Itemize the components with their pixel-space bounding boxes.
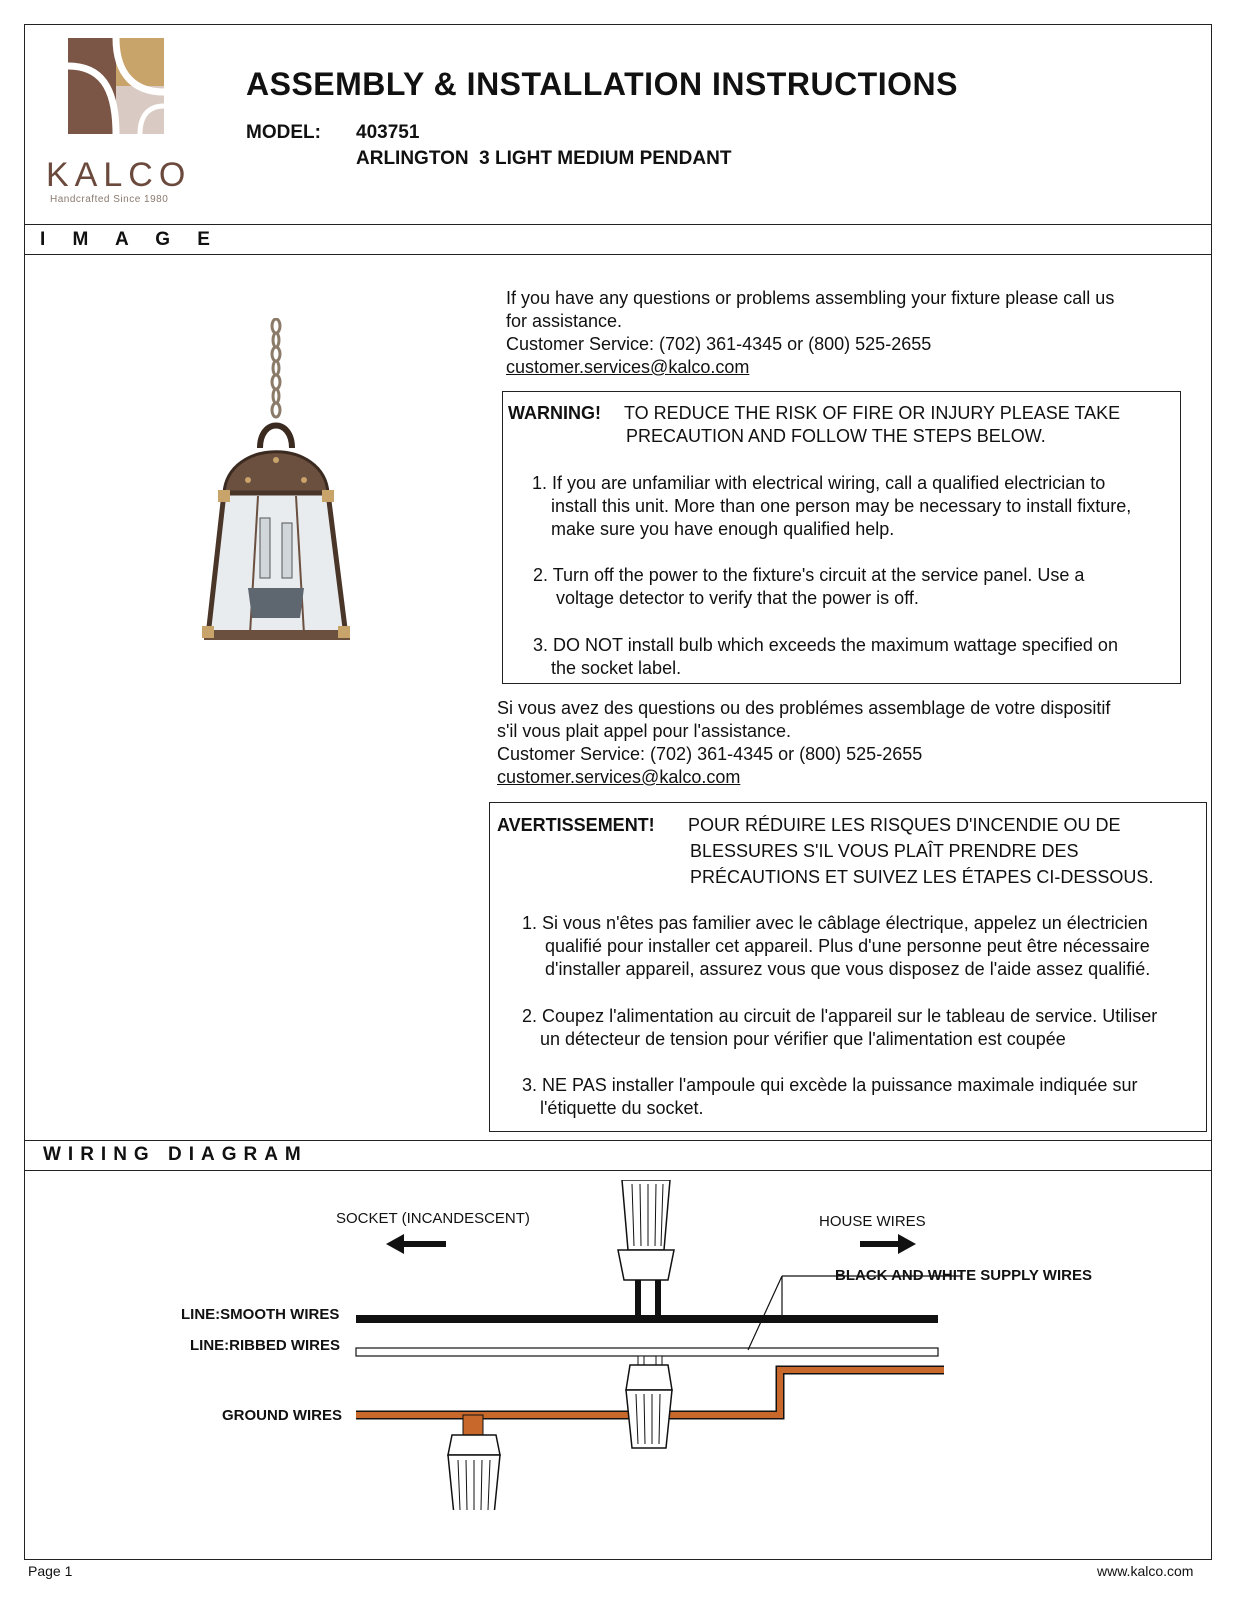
english-intro: [506, 287, 1114, 379]
ground-wires-label: GROUND WIRES: [222, 1407, 342, 1424]
model-label: MODEL:: [246, 122, 321, 143]
french-warning-line2: BLESSURES S'IL VOUS PLAÎT PRENDRE DES: [690, 841, 1079, 861]
header-divider: [24, 224, 1212, 225]
step-text: DO NOT install bulb which exceeds the maximum wattage specified on: [553, 635, 1118, 655]
english-warning-line1: TO REDUCE THE RISK OF FIRE OR INJURY PLEASE TAKE: [624, 403, 1121, 423]
kalco-logo-mark: [40, 36, 200, 146]
supply-pointer: [748, 1276, 962, 1350]
french-step-2: [522, 1005, 1157, 1028]
step-number: 1.: [522, 913, 538, 933]
english-email-link[interactable]: customer.services@kalco.com: [506, 357, 750, 377]
page-number: Page 1: [28, 1563, 73, 1579]
model-number: 403751: [356, 122, 420, 143]
wiring-divider: [24, 1170, 1212, 1171]
smooth-wires-label: LINE:SMOOTH WIRES: [181, 1306, 340, 1323]
french-warning-line1: POUR RÉDUIRE LES RISQUES D'INCENDIE OU DE: [688, 815, 1121, 835]
french-intro-line2: s'il vous plait appel pour l'assistance.: [497, 721, 792, 741]
english-intro-line2: for assistance.: [506, 311, 623, 331]
house-arrow-icon: [860, 1234, 916, 1254]
socket-label: SOCKET (INCANDESCENT): [336, 1210, 530, 1227]
english-step-1-line3: make sure you have enough qualified help.: [551, 519, 895, 539]
step-text: If you are unfamiliar with electrical wiring, call a qualified electrician to: [552, 473, 1106, 493]
wire-nut-middle-icon: [626, 1365, 672, 1448]
english-step-2-line2: voltage detector to verify that the power is off.: [556, 588, 919, 608]
english-step-3: [533, 634, 1118, 657]
step-text: NE PAS installer l'ampoule qui excède la puissance maximale indiquée sur: [542, 1075, 1138, 1095]
page-title: ASSEMBLY & INSTALLATION INSTRUCTIONS: [246, 66, 958, 102]
english-warning-title: [508, 402, 601, 425]
supply-wires-label: BLACK AND WHITE SUPPLY WIRES: [835, 1267, 1092, 1284]
french-intro-line1: Si vous avez des questions ou des problémes assemblage de votre dispositif: [497, 698, 1111, 718]
english-warning-label: WARNING!: [508, 403, 601, 423]
english-intro-line1: If you have any questions or problems assembling your fixture please call us: [506, 288, 1115, 308]
step-number: 2.: [522, 1006, 538, 1026]
french-warning-label: AVERTISSEMENT!: [497, 815, 655, 835]
step-number: 1.: [532, 473, 548, 493]
french-step-3-line2: l'étiquette du socket.: [540, 1098, 704, 1118]
image-divider: [24, 254, 1212, 255]
french-step-2-line2: un détecteur de tension pour vérifier que l'alimentation est coupée: [540, 1029, 1066, 1049]
wiring-section-label: WIRING DIAGRAM: [43, 1144, 308, 1165]
logo-tagline: Handcrafted Since 1980: [50, 194, 169, 205]
french-step-1-line3: d'installer appareil, assurez vous que vous disposez de l'aide assez qualifié.: [545, 959, 1151, 979]
kalco-logo: [40, 36, 200, 208]
english-step-2: [533, 564, 1084, 587]
english-warning-line2: PRECAUTION AND FOLLOW THE STEPS BELOW.: [626, 426, 1046, 446]
english-step-3-line2: the socket label.: [551, 658, 682, 678]
step-text: Turn off the power to the fixture's circuit at the service panel. Use a: [552, 565, 1085, 585]
ribbed-wires-label: LINE:RIBBED WIRES: [190, 1337, 340, 1354]
english-step-1: [532, 472, 1105, 495]
french-warning-title: [497, 814, 655, 837]
step-text: Coupez l'alimentation au circuit de l'appareil sur le tableau de service. Utiliser: [542, 1006, 1158, 1026]
english-phone: Customer Service: (702) 361-4345 or (800) 525-2655: [506, 334, 932, 354]
logo-text: KALCO: [46, 156, 192, 194]
french-step-3: [522, 1074, 1137, 1097]
black-wire-house: [660, 1315, 938, 1323]
french-warning-line3: PRÉCAUTIONS ET SUIVEZ LES ÉTAPES CI-DESSOUS.: [690, 867, 1154, 887]
step-number: 2.: [533, 565, 549, 585]
website-link[interactable]: www.kalco.com: [1097, 1563, 1194, 1579]
step-text: Si vous n'êtes pas familier avec le câblage électrique, appelez un électricien: [542, 913, 1148, 933]
step-number: 3.: [522, 1075, 538, 1095]
house-wires-label: HOUSE WIRES: [819, 1213, 926, 1230]
english-step-1-line2: install this unit. More than one person may be necessary to install fixture,: [551, 496, 1132, 516]
white-wire: [356, 1348, 938, 1356]
wire-nut-ground-icon: [448, 1435, 500, 1510]
french-email-link[interactable]: customer.services@kalco.com: [497, 767, 741, 787]
french-phone: Customer Service: (702) 361-4345 or (800) 525-2655: [497, 744, 923, 764]
model-name: ARLINGTON 3 LIGHT MEDIUM PENDANT: [356, 148, 732, 169]
socket-arrow-icon: [386, 1234, 446, 1254]
wiring-top-divider: [24, 1140, 1212, 1141]
image-section-label: I M A G E: [40, 229, 221, 250]
pendant-lamp-image: [188, 318, 368, 658]
wire-nut-top-icon: [618, 1180, 674, 1280]
step-number: 3.: [533, 635, 549, 655]
french-intro: [497, 697, 1110, 789]
french-step-1: [522, 912, 1148, 935]
french-step-1-line2: qualifié pour installer cet appareil. Plus d'une personne peut être nécessaire: [545, 936, 1150, 956]
